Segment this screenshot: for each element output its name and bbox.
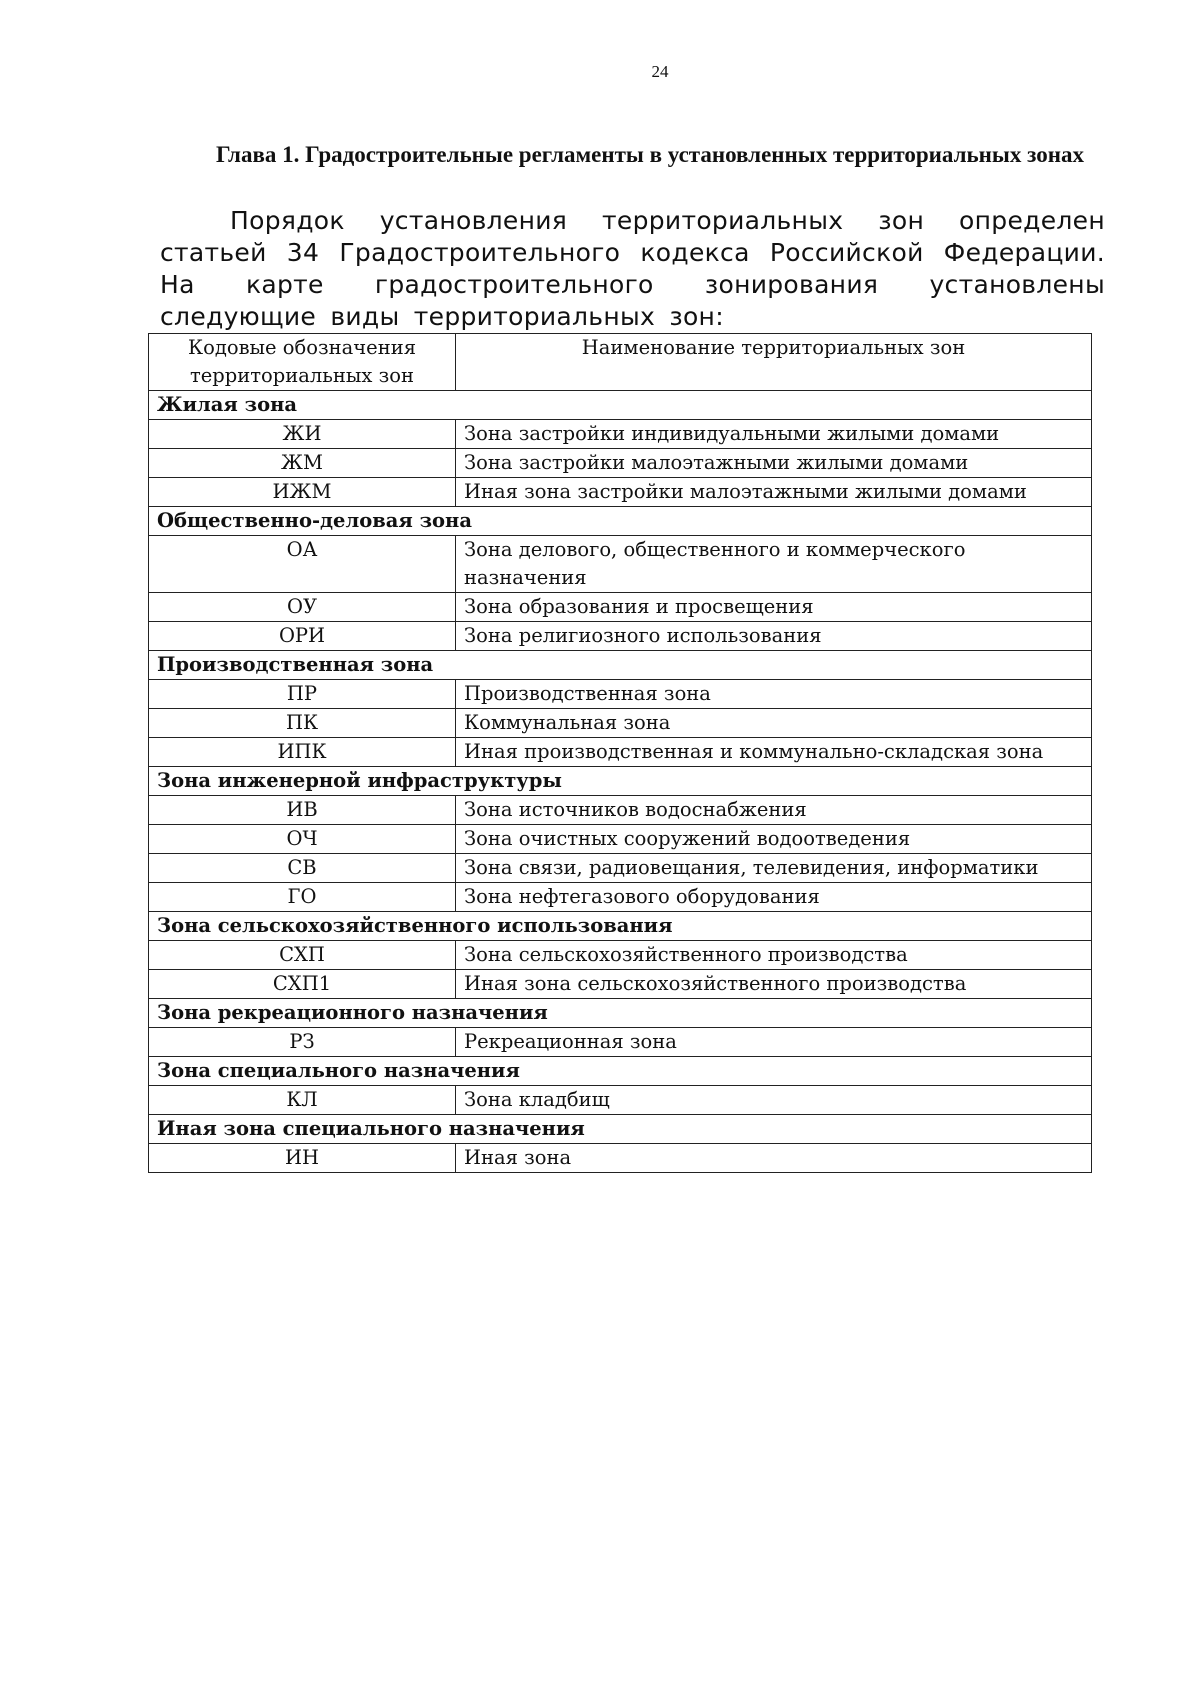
zone-code: СХП1 [149,970,456,999]
zone-code: ПК [149,709,456,738]
section-title: Общественно-деловая зона [149,507,1092,536]
section-row [149,999,1092,1028]
table-row [149,1028,1092,1057]
section-row [149,391,1092,420]
zone-name: Зона религиозного использования [456,622,1092,651]
zone-code: ПР [149,680,456,709]
zone-code: РЗ [149,1028,456,1057]
section-title: Производственная зона [149,651,1092,680]
zone-name: Коммунальная зона [456,709,1092,738]
table-row [149,883,1092,912]
section-title: Зона рекреационного назначения [149,999,1092,1028]
section-row [149,767,1092,796]
zone-code: ИН [149,1144,456,1173]
table-row [149,593,1092,622]
zone-name: Иная производственная и коммунально-складская зона [456,738,1092,767]
section-row [149,1057,1092,1086]
zone-code: КЛ [149,1086,456,1115]
zone-name: Зона очистных сооружений водоотведения [456,825,1092,854]
zone-code: ОА [149,536,456,593]
section-title: Зона сельскохозяйственного использования [149,912,1092,941]
zone-name: Иная зона сельскохозяйственного производства [456,970,1092,999]
table-row [149,1086,1092,1115]
zone-name: Зона связи, радиовещания, телевидения, информатики [456,854,1092,883]
table-row [149,680,1092,709]
zone-code: ЖИ [149,420,456,449]
zone-name: Производственная зона [456,680,1092,709]
zone-name: Рекреационная зона [456,1028,1092,1057]
zone-code: ИВ [149,796,456,825]
zone-code: ГО [149,883,456,912]
zone-name: Зона образования и просвещения [456,593,1092,622]
zone-code: ЖМ [149,449,456,478]
section-row [149,651,1092,680]
zone-code: ИПК [149,738,456,767]
section-title: Зона инженерной инфраструктуры [149,767,1092,796]
table-row [149,1144,1092,1173]
table-row [149,449,1092,478]
table-row [149,825,1092,854]
table-row [149,796,1092,825]
page-number: 24 [651,62,669,81]
section-title: Иная зона специального назначения [149,1115,1092,1144]
zone-code: ОЧ [149,825,456,854]
zone-name: Зона сельскохозяйственного производства [456,941,1092,970]
zone-name: Зона делового, общественного и коммерческого назначения [456,536,1092,593]
zones-table [148,333,1092,1173]
table-row [149,622,1092,651]
table-row [149,970,1092,999]
zone-code: СВ [149,854,456,883]
zone-name: Зона застройки индивидуальными жилыми домами [456,420,1092,449]
zone-name: Иная зона [456,1144,1092,1173]
intro-paragraph: Порядок установления территориальных зон определен статьей 34 Градостроительного кодекса Российской Федерации. На карте градостроительного зонирования установлены следующие виды территориальных зон: [160,206,1105,331]
table-row [149,854,1092,883]
table-row [149,941,1092,970]
zone-name: Зона источников водоснабжения [456,796,1092,825]
section-row [149,1115,1092,1144]
header-code: Кодовые обозначения территориальных зон [149,334,456,391]
section-row [149,912,1092,941]
table-header-row [149,334,1092,391]
zone-name: Зона застройки малоэтажными жилыми домами [456,449,1092,478]
header-name: Наименование территориальных зон [456,334,1092,391]
section-row [149,507,1092,536]
zone-name: Зона кладбищ [456,1086,1092,1115]
zone-name: Иная зона застройки малоэтажными жилыми домами [456,478,1092,507]
zone-code: СХП [149,941,456,970]
zone-code: ИЖМ [149,478,456,507]
table-row [149,738,1092,767]
table-row [149,536,1092,593]
section-title: Жилая зона [149,391,1092,420]
table-row [149,420,1092,449]
zone-name: Зона нефтегазового оборудования [456,883,1092,912]
chapter-title: Глава 1. Градостроительные регламенты в установленных территориальных зонах [216,142,1084,167]
zones-table-body [149,391,1092,1173]
section-title: Зона специального назначения [149,1057,1092,1086]
zone-code: ОУ [149,593,456,622]
zone-code: ОРИ [149,622,456,651]
table-row [149,709,1092,738]
table-row [149,478,1092,507]
